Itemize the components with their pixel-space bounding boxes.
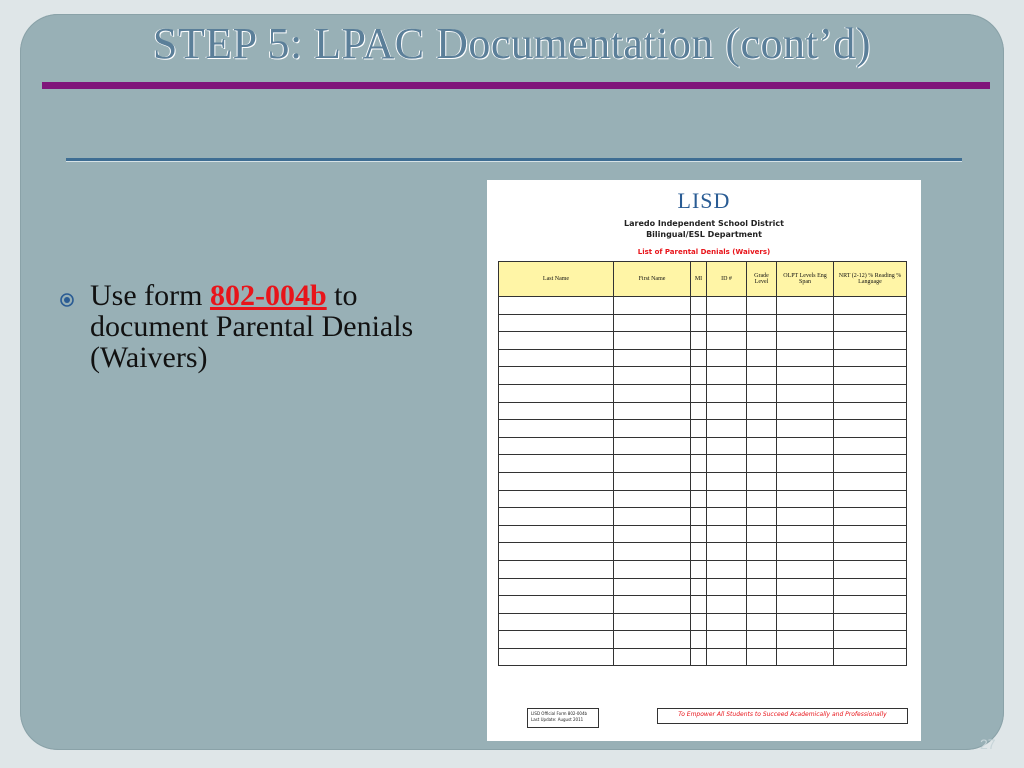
table-cell xyxy=(777,631,834,649)
footer-update-date: Last Update: August 2011 xyxy=(531,717,584,722)
table-cell xyxy=(834,332,907,350)
table-cell xyxy=(747,472,777,490)
table-cell xyxy=(747,314,777,332)
district-motto: To Empower All Students to Succeed Academically and Professionally xyxy=(657,708,908,724)
table-cell xyxy=(614,437,691,455)
table-cell xyxy=(707,543,747,561)
table-row xyxy=(499,543,907,561)
table-cell xyxy=(834,297,907,315)
table-cell xyxy=(777,437,834,455)
table-cell xyxy=(691,314,707,332)
table-cell xyxy=(834,472,907,490)
column-header: NRT (2-12) % Reading % Language xyxy=(834,262,907,297)
table-cell xyxy=(707,314,747,332)
table-cell xyxy=(614,613,691,631)
table-cell xyxy=(777,349,834,367)
table-cell xyxy=(707,332,747,350)
column-header: Grade Level xyxy=(747,262,777,297)
table-cell xyxy=(499,508,614,526)
table-cell xyxy=(747,631,777,649)
table-cell xyxy=(747,508,777,526)
table-cell xyxy=(707,402,747,420)
table-cell xyxy=(499,297,614,315)
table-cell xyxy=(614,349,691,367)
table-cell xyxy=(499,455,614,473)
table-row xyxy=(499,455,907,473)
table-row xyxy=(499,508,907,526)
table-cell xyxy=(834,437,907,455)
table-cell xyxy=(614,543,691,561)
table-cell xyxy=(614,455,691,473)
table-cell xyxy=(777,508,834,526)
title-accent-rule xyxy=(42,82,990,89)
table-cell xyxy=(747,525,777,543)
table-cell xyxy=(707,420,747,438)
table-cell xyxy=(707,455,747,473)
table-row xyxy=(499,314,907,332)
table-cell xyxy=(834,349,907,367)
table-cell xyxy=(834,525,907,543)
table-cell xyxy=(614,297,691,315)
table-cell xyxy=(777,314,834,332)
table-row xyxy=(499,560,907,578)
table-cell xyxy=(614,332,691,350)
table-cell xyxy=(691,613,707,631)
table-cell xyxy=(834,367,907,385)
bullet-item xyxy=(60,280,420,373)
table-cell xyxy=(747,560,777,578)
table-cell xyxy=(614,508,691,526)
table-cell xyxy=(834,648,907,666)
table-row xyxy=(499,472,907,490)
table-cell xyxy=(691,437,707,455)
table-cell xyxy=(777,367,834,385)
table-cell xyxy=(691,596,707,614)
table-cell xyxy=(691,384,707,402)
table-cell xyxy=(777,525,834,543)
table-row xyxy=(499,420,907,438)
table-cell xyxy=(707,367,747,385)
waiver-table xyxy=(498,261,907,666)
table-cell xyxy=(499,384,614,402)
table-cell xyxy=(707,525,747,543)
department-name: Bilingual/ESL Department xyxy=(646,230,762,239)
table-cell xyxy=(747,384,777,402)
table-cell xyxy=(707,490,747,508)
form-footer-info xyxy=(527,708,599,728)
table-cell xyxy=(614,367,691,385)
table-cell xyxy=(614,578,691,596)
table-cell xyxy=(614,314,691,332)
bullet-suffix: to document Parental Denials (Waivers) xyxy=(90,279,414,374)
table-cell xyxy=(777,613,834,631)
table-cell xyxy=(834,314,907,332)
table-cell xyxy=(777,543,834,561)
org-header xyxy=(487,218,921,240)
target-bullet-icon xyxy=(60,293,74,307)
table-cell xyxy=(707,613,747,631)
table-cell xyxy=(834,631,907,649)
table-cell xyxy=(707,384,747,402)
table-cell xyxy=(707,560,747,578)
table-cell xyxy=(499,332,614,350)
column-header: OLPT Levels Eng Span xyxy=(777,262,834,297)
table-cell xyxy=(777,384,834,402)
table-cell xyxy=(747,613,777,631)
table-cell xyxy=(834,490,907,508)
table-cell xyxy=(614,402,691,420)
table-cell xyxy=(707,349,747,367)
table-cell xyxy=(707,631,747,649)
footer-form-id: LISD Official Form 802-004b xyxy=(531,711,588,716)
column-header: MI xyxy=(691,262,707,297)
table-cell xyxy=(614,472,691,490)
table-cell xyxy=(614,648,691,666)
table-cell xyxy=(777,578,834,596)
table-cell xyxy=(747,648,777,666)
bullet-prefix: Use form xyxy=(90,279,210,312)
table-cell xyxy=(499,596,614,614)
table-cell xyxy=(691,508,707,526)
table-cell xyxy=(691,490,707,508)
table-row xyxy=(499,596,907,614)
column-header: First Name xyxy=(614,262,691,297)
table-cell xyxy=(747,349,777,367)
table-cell xyxy=(691,367,707,385)
column-header: Last Name xyxy=(499,262,614,297)
table-cell xyxy=(834,596,907,614)
table-cell xyxy=(777,455,834,473)
table-cell xyxy=(614,631,691,649)
table-row xyxy=(499,648,907,666)
table-cell xyxy=(707,297,747,315)
table-row xyxy=(499,332,907,350)
table-row xyxy=(499,525,907,543)
content-divider xyxy=(66,158,962,162)
table-cell xyxy=(747,437,777,455)
table-cell xyxy=(691,472,707,490)
table-header-row xyxy=(499,262,907,297)
table-cell xyxy=(747,596,777,614)
table-cell xyxy=(499,314,614,332)
table-cell xyxy=(691,631,707,649)
table-cell xyxy=(499,525,614,543)
table-cell xyxy=(707,437,747,455)
table-cell xyxy=(614,490,691,508)
table-cell xyxy=(777,332,834,350)
table-cell xyxy=(747,420,777,438)
table-cell xyxy=(691,543,707,561)
table-cell xyxy=(691,578,707,596)
table-cell xyxy=(747,367,777,385)
table-cell xyxy=(747,578,777,596)
table-cell xyxy=(747,543,777,561)
table-cell xyxy=(777,297,834,315)
table-cell xyxy=(499,578,614,596)
table-cell xyxy=(747,297,777,315)
table-cell xyxy=(777,472,834,490)
page-number: 27 xyxy=(980,736,996,752)
table-cell xyxy=(614,384,691,402)
table-cell xyxy=(691,349,707,367)
table-cell xyxy=(499,472,614,490)
table-cell xyxy=(777,596,834,614)
table-cell xyxy=(834,578,907,596)
table-cell xyxy=(777,420,834,438)
table-cell xyxy=(691,560,707,578)
table-cell xyxy=(707,508,747,526)
table-row xyxy=(499,349,907,367)
table-cell xyxy=(747,455,777,473)
table-cell xyxy=(499,349,614,367)
table-cell xyxy=(777,648,834,666)
table-cell xyxy=(834,420,907,438)
table-cell xyxy=(834,543,907,561)
table-cell xyxy=(614,596,691,614)
table-cell xyxy=(834,402,907,420)
table-cell xyxy=(614,560,691,578)
table-row xyxy=(499,402,907,420)
table-cell xyxy=(691,648,707,666)
table-row xyxy=(499,613,907,631)
table-cell xyxy=(614,525,691,543)
table-row xyxy=(499,367,907,385)
table-cell xyxy=(777,560,834,578)
table-cell xyxy=(747,402,777,420)
table-row xyxy=(499,384,907,402)
table-cell xyxy=(691,420,707,438)
table-row xyxy=(499,437,907,455)
table-row xyxy=(499,297,907,315)
table-cell xyxy=(747,490,777,508)
table-cell xyxy=(499,631,614,649)
column-header: ID # xyxy=(707,262,747,297)
table-cell xyxy=(834,508,907,526)
form-title: List of Parental Denials (Waivers) xyxy=(637,248,771,256)
table-cell xyxy=(834,560,907,578)
table-cell xyxy=(691,332,707,350)
table-cell xyxy=(691,297,707,315)
table-cell xyxy=(499,402,614,420)
lisd-logo: LISD xyxy=(677,188,731,213)
table-cell xyxy=(691,402,707,420)
slide-title: STEP 5: LPAC Documentation (cont’d) xyxy=(152,19,872,68)
table-cell xyxy=(499,490,614,508)
table-cell xyxy=(707,596,747,614)
table-cell xyxy=(499,613,614,631)
table-cell xyxy=(691,455,707,473)
table-cell xyxy=(614,420,691,438)
table-cell xyxy=(499,543,614,561)
table-cell xyxy=(499,367,614,385)
table-cell xyxy=(834,455,907,473)
table-cell xyxy=(707,578,747,596)
table-cell xyxy=(707,472,747,490)
table-cell xyxy=(834,613,907,631)
bullet-text xyxy=(90,280,420,373)
table-cell xyxy=(499,420,614,438)
table-row xyxy=(499,490,907,508)
form-802-004b-link[interactable]: 802-004b xyxy=(209,279,327,312)
table-cell xyxy=(834,384,907,402)
table-cell xyxy=(747,332,777,350)
org-name: Laredo Independent School District xyxy=(624,219,784,228)
table-cell xyxy=(707,648,747,666)
table-cell xyxy=(499,648,614,666)
table-cell xyxy=(691,525,707,543)
table-row xyxy=(499,631,907,649)
table-cell xyxy=(777,490,834,508)
table-cell xyxy=(499,437,614,455)
table-cell xyxy=(777,402,834,420)
table-cell xyxy=(499,560,614,578)
form-image xyxy=(487,180,921,741)
table-row xyxy=(499,578,907,596)
